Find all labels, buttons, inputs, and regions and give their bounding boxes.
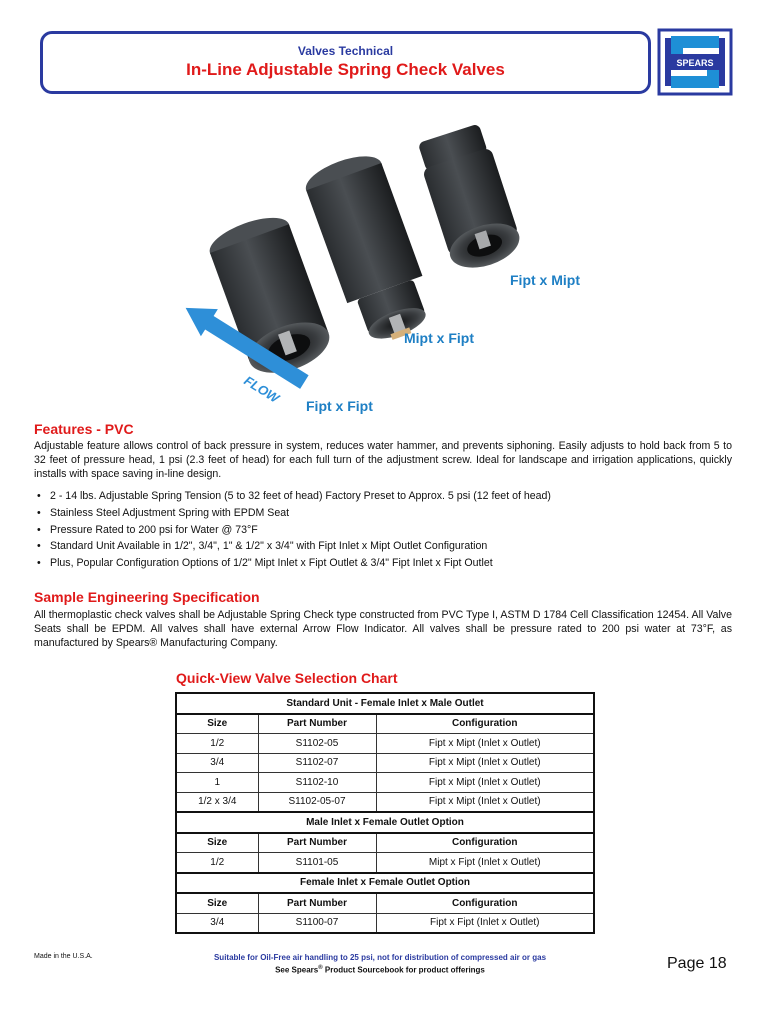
cell-size: 3/4 [176,913,258,933]
col-configuration: Configuration [376,833,594,853]
footer-sourcebook [150,965,610,975]
col-size: Size [176,714,258,734]
table-row [176,734,594,754]
cell-part-number: S1102-05 [258,734,376,754]
features-bullet: • Pressure Rated to 200 psi for Water @ 73°F [34,522,732,539]
table-row [176,792,594,812]
cell-configuration: Fipt x Mipt (Inlet x Outlet) [376,734,594,754]
features-bullet: • Standard Unit Available in 1/2", 3/4", 1" & 1/2" x 3/4" with Fipt Inlet x Mipt Outlet Configuration [34,538,732,555]
cell-configuration: Fipt x Mipt (Inlet x Outlet) [376,792,594,812]
spec-heading: Sample Engineering Specification [34,589,260,605]
col-part-number: Part Number [258,714,376,734]
col-size: Size [176,833,258,853]
col-part-number: Part Number [258,833,376,853]
cell-part-number: S1101-05 [258,853,376,873]
registered-mark: ® [318,965,323,971]
selection-table [175,692,595,934]
cell-part-number: S1100-07 [258,913,376,933]
col-configuration: Configuration [376,893,594,913]
col-part-number: Part Number [258,893,376,913]
cell-part-number: S1102-10 [258,773,376,793]
cell-size: 1/2 [176,853,258,873]
logo-text: SPEARS [676,58,714,68]
cell-configuration: Fipt x Fipt (Inlet x Outlet) [376,913,594,933]
spec-text: All thermoplastic check valves shall be Adjustable Spring Check type constructed from PVC Type I, ASTM D 1784 Cell Classification 12454. All Valve Seats shall be EPDM. All valves shall have external Arrow Flow Indicator. All valves shall be pressure rated to 200 psi water at 73°F, as manufactured by Spears® Manufacturing Company. [34,609,732,649]
features-bullet: • 2 - 14 lbs. Adjustable Spring Tension (5 to 32 feet of head) Factory Preset to Approx. 5 psi (12 feet of head) [34,488,732,505]
cell-size: 1 [176,773,258,793]
footer-sourcebook-pre: See Spears [275,965,319,975]
column-header-row [176,893,594,913]
page-number: Page 18 [667,955,727,972]
table-row [176,753,594,773]
page-title: In-Line Adjustable Spring Check Valves [186,60,505,79]
group-header-row [176,812,594,833]
column-header-row [176,714,594,734]
cell-configuration: Fipt x Mipt (Inlet x Outlet) [376,753,594,773]
table-row [176,913,594,933]
table-row [176,853,594,873]
group-title: Female Inlet x Female Outlet Option [176,873,594,894]
cell-configuration: Fipt x Mipt (Inlet x Outlet) [376,773,594,793]
col-size: Size [176,893,258,913]
flow-label: FLOW [241,372,282,406]
col-configuration: Configuration [376,714,594,734]
cell-part-number: S1102-05-07 [258,792,376,812]
cell-configuration: Mipt x Fipt (Inlet x Outlet) [376,853,594,873]
features-bullet: • Stainless Steel Adjustment Spring with EPDM Seat [34,505,732,522]
cell-size: 3/4 [176,753,258,773]
features-list [34,488,732,572]
cell-size: 1/2 [176,734,258,754]
group-title: Standard Unit - Female Inlet x Male Outlet [176,693,594,714]
features-intro: Adjustable feature allows control of back pressure in system, reduces water hammer, and prevents siphoning. Easily adjusts to hold back from 5 to 32 feet of pressure head, 1 psi (2.3 feet of head) for each full turn of the adjustment screw. Ideal for landscape and irrigation applications, quickly installs with space saving in-line design. [34,440,732,480]
chart-title: Quick-View Valve Selection Chart [176,670,398,686]
group-title: Male Inlet x Female Outlet Option [176,812,594,833]
cell-part-number: S1102-07 [258,753,376,773]
valve-fipt-mipt [414,125,525,276]
column-header-row [176,833,594,853]
label-mipt-fipt: Mipt x Fipt [404,330,474,346]
group-header-row [176,873,594,894]
table-row [176,773,594,793]
cell-size: 1/2 x 3/4 [176,792,258,812]
label-fipt-mipt: Fipt x Mipt [510,272,580,288]
label-fipt-fipt: Fipt x Fipt [306,398,373,414]
product-photo [175,125,595,425]
features-heading: Features - PVC [34,421,134,437]
group-header-row [176,693,594,714]
features-bullet: • Plus, Popular Configuration Options of 1/2" Mipt Inlet x Fipt Outlet & 3/4" Fipt Inlet x Fipt Outlet [34,555,732,572]
header-box [40,31,651,94]
footer-notice: Suitable for Oil-Free air handling to 25 psi, not for distribution of compressed air or gas [213,953,547,962]
header-subtitle: Valves Technical [297,44,394,58]
made-in-usa: Made in the U.S.A. [34,953,93,960]
footer-sourcebook-post: Product Sourcebook for product offerings [322,965,485,975]
spears-logo [657,28,733,96]
